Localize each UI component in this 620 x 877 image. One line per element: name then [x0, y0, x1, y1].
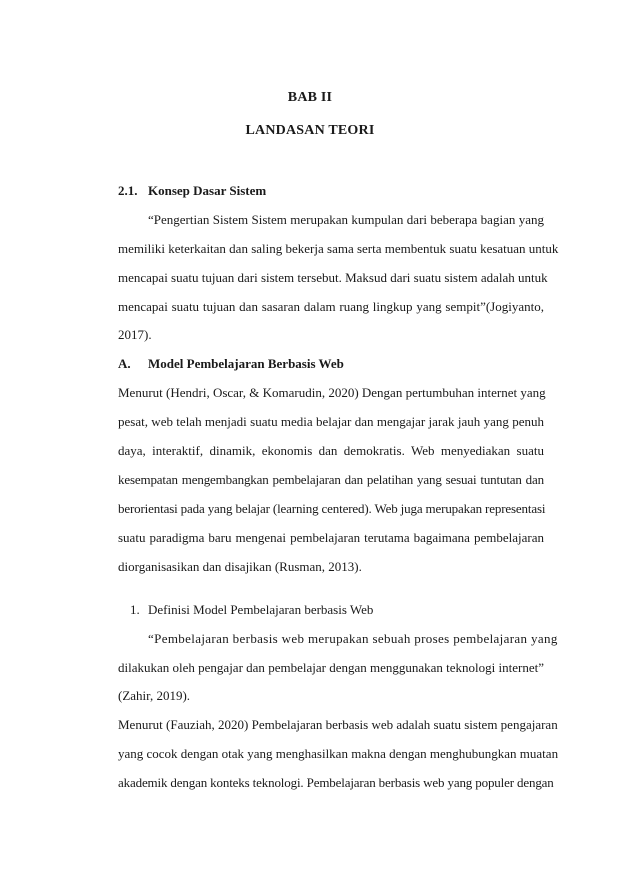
- paragraph-line: diorganisasikan dan disajikan (Rusman, 2013).: [118, 559, 362, 574]
- quote-line: dilakukan oleh pengajar dan pembelajar dengan menggunakan teknologi internet”: [118, 660, 544, 675]
- paragraph-line: daya, interaktif, dinamik, ekonomis dan demokratis. Web menyediakan suatu: [118, 443, 544, 458]
- chapter-subtitle: LANDASAN TEORI: [245, 123, 375, 138]
- paragraph-line: yang cocok dengan otak yang menghasilkan makna dengan menghubungkan muatan: [118, 746, 559, 761]
- section-title: Model Pembelajaran Berbasis Web: [148, 356, 344, 371]
- subsection-title: Definisi Model Pembelajaran berbasis Web: [148, 602, 374, 617]
- quote-line: (Zahir, 2019).: [118, 688, 191, 703]
- citation-lead: Menurut (Fauziah, 2020): [118, 717, 252, 732]
- paragraph-line: “Pengertian Sistem Sistem merupakan kumpulan dari beberapa bagian yang: [148, 212, 544, 227]
- paragraph-line: berorientasi pada yang belajar (learning centered). Web juga merupakan representasi: [118, 501, 546, 516]
- section-letter: A.: [118, 356, 131, 371]
- section-title: Konsep Dasar Sistem: [148, 183, 267, 198]
- section-number: 2.1.: [118, 183, 138, 198]
- paragraph-line: 2017).: [118, 327, 152, 342]
- subsection-number: 1.: [130, 602, 140, 617]
- paragraph-line: [118, 717, 558, 733]
- paragraph-line: suatu paradigma baru mengenai pembelajaran terutama bagaimana pembelajaran: [118, 530, 544, 545]
- paragraph-line: mencapai suatu tujuan dari sistem tersebut. Maksud dari suatu sistem adalah untuk: [118, 270, 548, 285]
- paragraph-line: pesat, web telah menjadi suatu media belajar dan mengajar jarak jauh yang penuh: [118, 414, 544, 429]
- quote-line: “Pembelajaran berbasis web merupakan sebuah proses pembelajaran yang: [148, 631, 558, 646]
- paragraph-line: Menurut (Hendri, Oscar, & Komarudin, 2020) Dengan pertumbuhan internet yang: [118, 385, 546, 400]
- paragraph-text: Pembelajaran berbasis web adalah suatu sistem pengajaran: [251, 717, 558, 732]
- paragraph-line: akademik dengan konteks teknologi. Pembelajaran berbasis web yang populer dengan: [118, 775, 554, 790]
- paragraph-line: kesempatan mengembangkan pembelajaran dan pelatihan yang sesuai tuntutan dan: [118, 472, 544, 487]
- paragraph-line: memiliki keterkaitan dan saling bekerja sama serta membentuk suatu kesatuan untuk: [118, 241, 559, 256]
- chapter-title: BAB II: [287, 90, 333, 105]
- paragraph-line: mencapai suatu tujuan dan sasaran dalam ruang lingkup yang sempit”(Jogiyanto,: [118, 299, 544, 314]
